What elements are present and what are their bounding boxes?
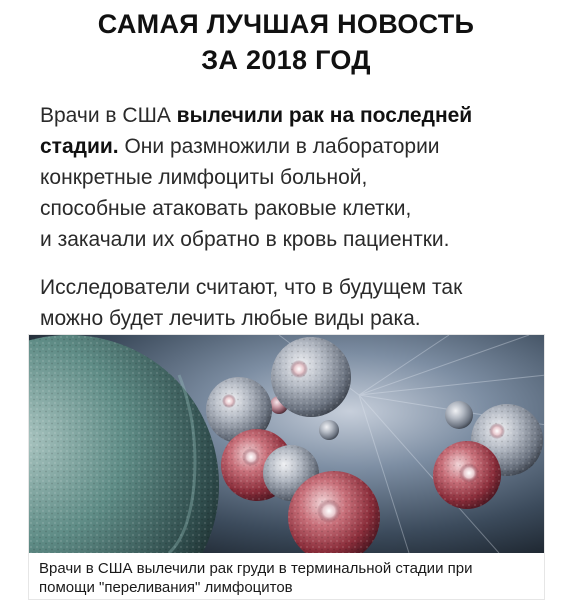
bold-fragment: вылечили рак на последней <box>176 104 473 127</box>
paragraph-line <box>40 131 540 162</box>
cancer-cells-photo <box>29 335 545 553</box>
caption-line: помощи "переливания" лимфоцитов <box>39 579 293 596</box>
paragraph-line <box>40 100 540 131</box>
headline-line-2: ЗА 2018 ГОД <box>201 45 371 75</box>
paragraph-line: и закачали их обратно в кровь пациентки. <box>40 228 450 251</box>
news-paragraph-2 <box>40 272 540 334</box>
paragraph-line: можно будет лечить любые виды рака. <box>40 307 421 330</box>
bold-fragment: стадии. <box>40 135 119 158</box>
paragraph-line: способные атаковать раковые клетки, <box>40 197 412 220</box>
paragraph-line: Исследователи считают, что в будущем так <box>40 276 463 299</box>
paragraph-line: конкретные лимфоциты больной, <box>40 166 368 189</box>
news-paragraph-1 <box>40 100 540 255</box>
headline <box>0 6 572 78</box>
caption-line: Врачи в США вылечили рак груди в терминальной стадии при <box>39 560 473 577</box>
text-fragment: Врачи в США <box>40 104 177 127</box>
headline-line-1: САМАЯ ЛУЧШАЯ НОВОСТЬ <box>97 9 475 39</box>
photo-caption <box>29 553 545 600</box>
text-fragment: Они размножили в лаборатории <box>118 135 440 158</box>
news-photo-card <box>28 334 545 600</box>
